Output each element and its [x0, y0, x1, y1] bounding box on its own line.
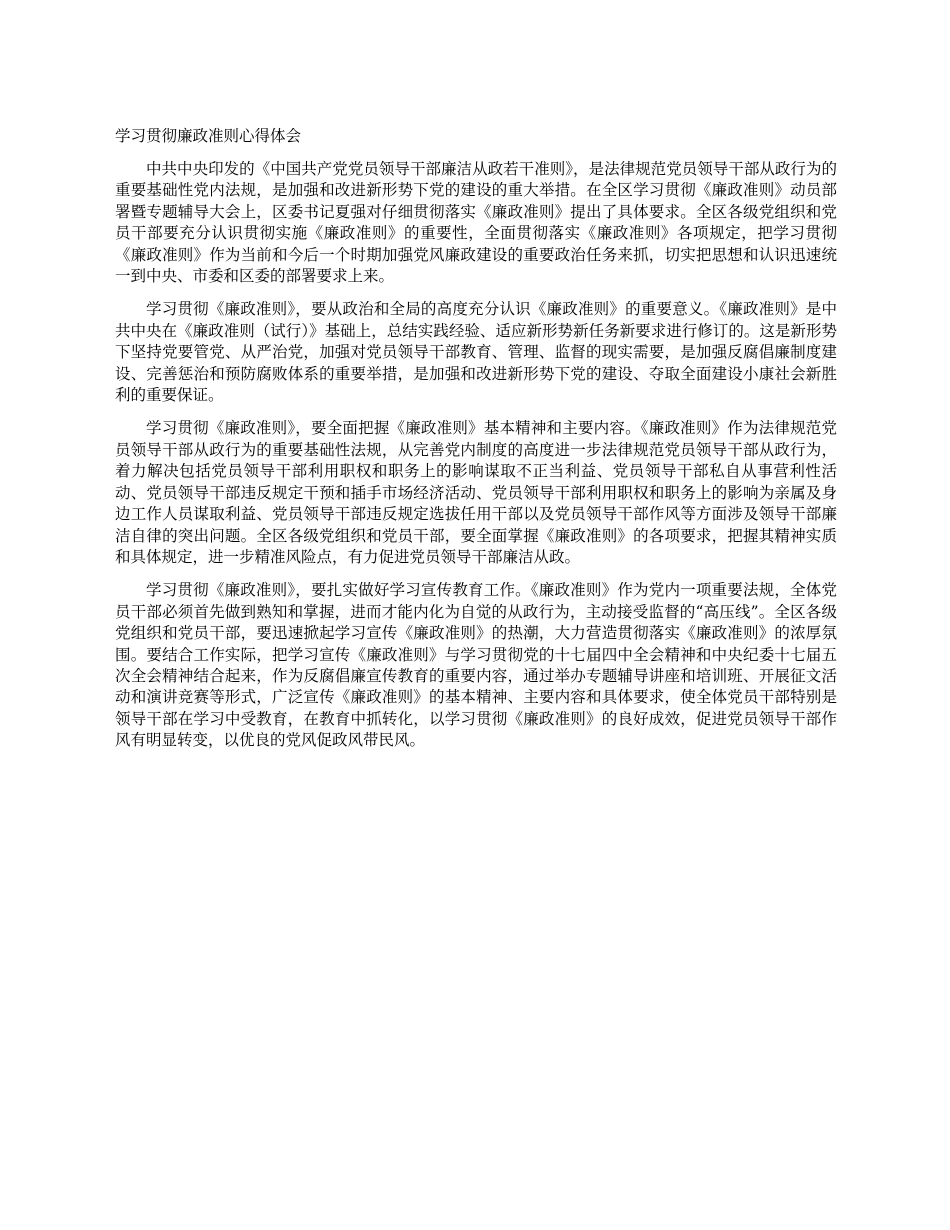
- document-title: 学习贯彻廉政准则心得体会: [115, 127, 302, 145]
- document-page: [115, 125, 837, 764]
- paragraph-2: 学习贯彻《廉政准则》，要从政治和全局的高度充分认识《廉政准则》的重要意义。《廉政准则》是中共中央在《廉政准则（试行）》基础上，总结实践经验、适应新形势新任务新要求进行修订的。这是新形势下坚持党要管党、从严治党，加强对党员领导干部教育、管理、监督的现实需要，是加强反腐倡廉制度建设、完善惩治和预防腐败体系的重要举措，是加强和改进新形势下党的建设、夺取全面建设小康社会新胜利的重要保证。: [115, 300, 837, 405]
- paragraph-3: 学习贯彻《廉政准则》，要全面把握《廉政准则》基本精神和主要内容。《廉政准则》作为法律规范党员领导干部从政行为的重要基础性法规，从完善党内制度的高度进一步法律规范党员领导干部从政行为，着力解决包括党员领导干部利用职权和职务上的影响谋取不正当利益、党员领导干部私自从事营利性活动、党员领导干部违反规定干预和插手市场经济活动、党员领导干部利用职权和职务上的影响为亲属及身边工作人员谋取利益、党员领导干部违反规定选拔任用干部以及党员领导干部作风等方面涉及领导干部廉洁自律的突出问题。全区各级党组织和党员干部，要全面掌握《廉政准则》的各项要求，把握其精神实质和具体规定，进一步精准风险点，有力促进党员领导干部廉洁从政。: [115, 419, 837, 566]
- paragraph-4: 学习贯彻《廉政准则》，要扎实做好学习宣传教育工作。《廉政准则》作为党内一项重要法规，全体党员干部必须首先做到熟知和掌握，进而才能内化为自觉的从政行为，主动接受监督的“高压线”。全区各级党组织和党员干部，要迅速掀起学习宣传《廉政准则》的热潮，大力营造贯彻落实《廉政准则》的浓厚氛围。要结合工作实际，把学习宣传《廉政准则》与学习贯彻党的十七届四中全会精神和中央纪委十七届五次全会精神结合起来，作为反腐倡廉宣传教育的重要内容，通过举办专题辅导讲座和培训班、开展征文活动和演讲竞赛等形式，广泛宣传《廉政准则》的基本精神、主要内容和具体要求，使全体党员干部特别是领导干部在学习中受教育，在教育中抓转化，以学习贯彻《廉政准则》的良好成效，促进党员领导干部作风有明显转变，以优良的党风促政风带民风。: [115, 581, 837, 750]
- paragraph-1: 中共中央印发的《中国共产党党员领导干部廉洁从政若干准则》，是法律规范党员领导干部从政行为的重要基础性党内法规，是加强和改进新形势下党的建设的重大举措。在全区学习贯彻《廉政准则》动员部署暨专题辅导大会上，区委书记夏强对仔细贯彻落实《廉政准则》提出了具体要求。全区各级党组织和党员干部要充分认识贯彻实施《廉政准则》的重要性，全面贯彻落实《廉政准则》各项规定，把学习贯彻《廉政准则》作为当前和今后一个时期加强党风廉政建设的重要政治任务来抓，切实把思想和认识迅速统一到中央、市委和区委的部署要求上来。: [115, 160, 837, 286]
